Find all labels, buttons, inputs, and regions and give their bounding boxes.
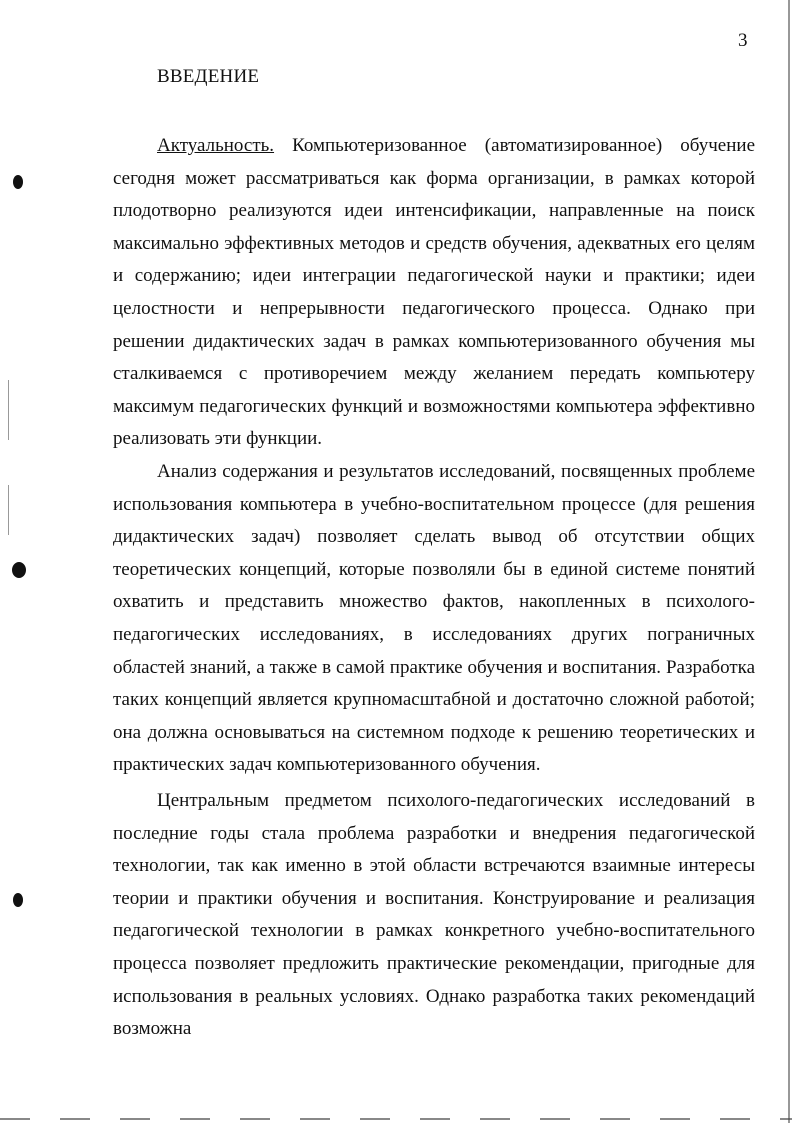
scan-hole-mark-2 xyxy=(12,562,26,578)
page-number: 3 xyxy=(738,30,748,51)
paragraph-2-text: Анализ содержания и результатов исследований, посвященных проблеме использования компьютера в учебно-воспитательном процессе (для решения дидактических задач) позволяет сделать вывод об отсутствии общих теоретических концепций, которые позволяли бы в единой системе понятий охватить и представить множество фактов, накопленных в психолого-педагогических исследованиях, в исследованиях других пограничных областей знаний, а также в самой практике обучения и воспитания. Разработка таких концепций является крупномасштабной и достаточно сложной работой; она должна основываться на системном подходе к решению теоретических и практических задач компьютеризованного обучения. xyxy=(113,461,755,776)
paragraph-analysis xyxy=(113,456,755,782)
paragraph-1-body: Компьютеризованное (автоматизированное) обучение сегодня может рассматриваться как форма организации, в рамках которой плодотворно реализуются идеи интенсификации, направленные на поиск максимально эффективных методов и средств обучения, адекватных его целям и содержанию; идеи интеграции педагогической науки и практики; идеи целостности и непрерывности педагогического процесса. Однако при решении дидактических задач в рамках компьютеризованного обучения мы сталкиваемся с противоречием между желанием передать компьютеру максимум педагогических функций и возможностями компьютера эффективно реализовать эти функции. xyxy=(113,135,755,450)
scan-bottom-edge xyxy=(0,1118,792,1120)
paragraph-1-text xyxy=(113,130,755,456)
scan-hole-mark-1 xyxy=(13,175,23,189)
scan-edge-mark-1 xyxy=(8,380,9,440)
relevance-label: Актуальность. xyxy=(157,135,275,156)
paragraph-central-subject xyxy=(113,785,755,1046)
scan-edge-mark-2 xyxy=(8,485,9,535)
scan-hole-mark-3 xyxy=(13,893,23,907)
section-heading: ВВЕДЕНИЕ xyxy=(157,66,260,87)
scan-right-edge xyxy=(788,0,790,1123)
paragraph-relevance xyxy=(113,130,755,456)
paragraph-3-text: Центральным предметом психолого-педагогических исследований в последние годы стала проблема разработки и внедрения педагогической технологии, так как именно в этой области встречаются взаимные интересы теории и практики обучения и воспитания. Конструирование и реализация педагогической технологии в рамках конкретного учебно-воспитательного процесса позволяет предложить практические рекомендации, пригодные для использования в реальных условиях. Однако разработка таких рекомендаций возможна xyxy=(113,790,755,1040)
